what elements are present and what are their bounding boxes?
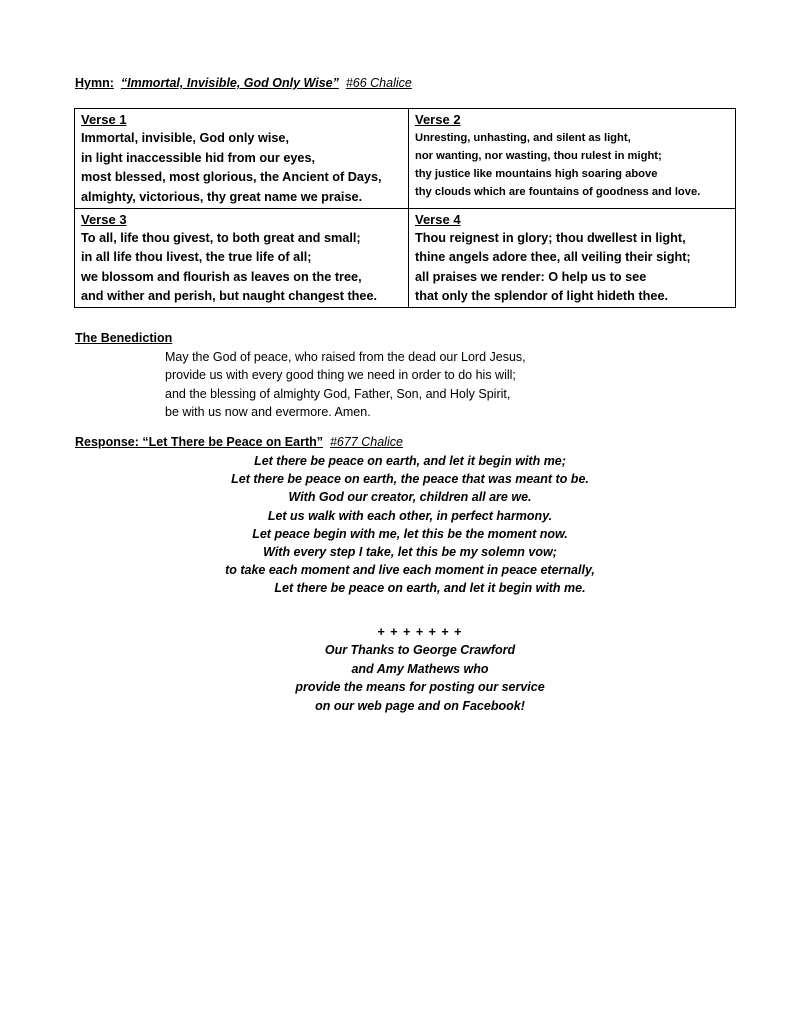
- response-number: #677 Chalice: [329, 435, 403, 449]
- verse-line: To all, life thou givest, to both great and small;: [81, 231, 361, 245]
- verse-3-title: Verse 3: [81, 212, 127, 227]
- verse-4-cell: [409, 209, 736, 308]
- benediction-line: May the God of peace, who raised from the dead our Lord Jesus,: [165, 350, 526, 364]
- verse-line: in all life thou livest, the true life of all;: [81, 250, 312, 265]
- response-label: Response: “Let There be Peace on Earth”: [75, 435, 323, 449]
- verse-line: almighty, victorious, thy great name we praise.: [81, 189, 363, 204]
- thanks-line: provide the means for posting our service: [295, 680, 545, 695]
- verses-table: [74, 108, 736, 308]
- verse-line: that only the splendor of light hideth thee.: [415, 288, 669, 303]
- thanks-block: [220, 623, 620, 715]
- verse-line: Thou reignest in glory; thou dwellest in light,: [415, 231, 686, 245]
- verse-line: Immortal, invisible, God only wise,: [81, 131, 289, 145]
- verse-2-cell: [409, 109, 736, 209]
- lyric-line: With every step I take, let this be my solemn vow;: [263, 545, 557, 560]
- lyric-line: Let there be peace on earth, and let it begin with me.: [274, 581, 586, 596]
- hymn-heading: [75, 76, 412, 90]
- benediction-heading: The Benediction: [75, 331, 173, 345]
- verse-line: thy justice like mountains high soaring above: [415, 168, 658, 180]
- lyric-line: Let there be peace on earth, and let it begin with me;: [254, 454, 566, 468]
- verse-line: thine angels adore thee, all veiling their sight;: [415, 250, 691, 265]
- verse-4-title: Verse 4: [415, 212, 461, 227]
- verse-line: all praises we render: O help us to see: [415, 269, 647, 284]
- response-lyrics: [160, 452, 660, 598]
- verse-3-cell: [75, 209, 409, 308]
- verse-line: most blessed, most glorious, the Ancient of Days,: [81, 170, 382, 184]
- verse-line: in light inaccessible hid from our eyes,: [81, 150, 316, 165]
- thanks-line: Our Thanks to George Crawford: [324, 643, 516, 658]
- benediction-text: [165, 348, 526, 421]
- verse-line: and wither and perish, but naught changest thee.: [81, 288, 378, 303]
- separator: + + + + + + +: [377, 625, 463, 639]
- hymn-label: Hymn:: [75, 76, 114, 90]
- benediction-line: and the blessing of almighty God, Father, Son, and Holy Spirit,: [165, 386, 511, 401]
- verse-1-title: Verse 1: [81, 112, 127, 127]
- lyric-line: Let peace begin with me, let this be the moment now.: [252, 526, 568, 541]
- hymn-number: #66 Chalice: [345, 76, 412, 90]
- lyric-line: to take each moment and live each moment in peace eternally,: [225, 563, 595, 578]
- lyric-line: Let us walk with each other, in perfect harmony.: [267, 508, 553, 523]
- verse-line: thy clouds which are fountains of goodness and love.: [415, 186, 701, 198]
- thanks-line: on our web page and on Facebook!: [315, 698, 525, 713]
- thanks-line: and Amy Mathews who: [351, 661, 489, 676]
- verse-1-cell: [75, 109, 409, 209]
- lyric-line: Let there be peace on earth, the peace that was meant to be.: [231, 472, 589, 487]
- hymn-title: “Immortal, Invisible, God Only Wise”: [120, 76, 339, 90]
- response-heading: [75, 435, 403, 449]
- benediction-line: provide us with every good thing we need in order to do his will;: [165, 368, 516, 383]
- verse-2-title: Verse 2: [415, 112, 461, 127]
- verse-line: we blossom and flourish as leaves on the tree,: [81, 269, 362, 284]
- lyric-line: With God our creator, children all are we.: [288, 490, 532, 505]
- verse-line: Unresting, unhasting, and silent as light,: [415, 132, 631, 144]
- benediction-line: be with us now and evermore. Amen.: [165, 404, 371, 419]
- verse-line: nor wanting, nor wasting, thou rulest in might;: [415, 150, 662, 162]
